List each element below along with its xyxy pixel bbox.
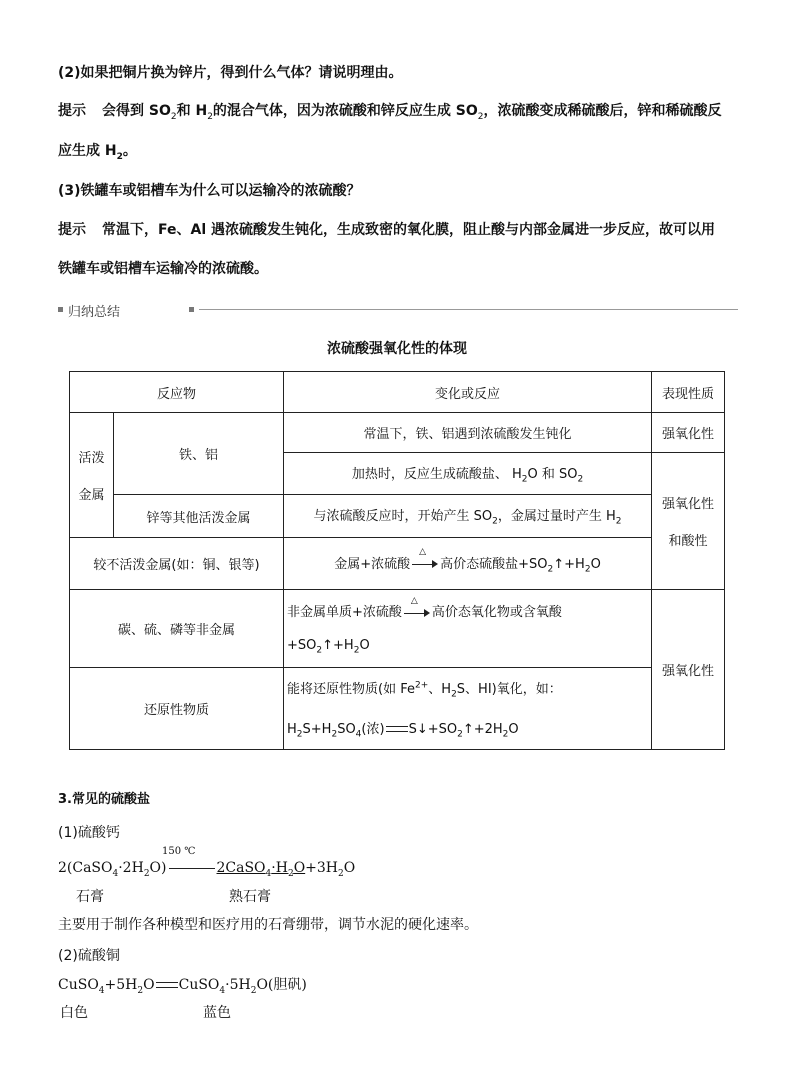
property-strong-ox-2: 强氧化性 [652, 590, 725, 750]
square-bullet-icon [189, 307, 194, 312]
reaction-condition: 150 ℃ [162, 846, 196, 857]
plaster-label: 熟石膏 [229, 889, 271, 905]
gypsum-equation: 150 ℃ $2(CaSO_4\cdot 2H_2O)$ $2CaSO_4\cdot H_2O+3H_2O$ [58, 846, 356, 879]
header-reaction: 变化或反应 [284, 372, 652, 413]
question-3: (3)铁罐车或铝槽车为什么可以运输冷的浓硫酸？ [58, 183, 361, 199]
reducing-cell: 还原性物质 [70, 668, 284, 750]
blue-label: 蓝色 [203, 1005, 231, 1021]
table-row [70, 495, 725, 538]
inactive-reaction: 金属+浓硫酸 △ 高价态硫酸盐$+SO_2↑+H_2O$ [284, 538, 652, 590]
nonmetal-cell: 碳、硫、磷等非金属 [70, 590, 284, 668]
property-strong-ox-acid: 强氧化性 和酸性 [652, 453, 725, 590]
table-row [70, 590, 725, 668]
heat-arrow-icon: △ [412, 557, 438, 571]
header-property: 表现性质 [652, 372, 725, 413]
white-label: 白色 [60, 1005, 88, 1021]
fe-al-cell: 铁、铝 [114, 413, 284, 495]
oxidizing-table [69, 371, 725, 750]
header-reactant: 反应物 [70, 372, 284, 413]
question-2: (2)如果把铜片换为锌片，得到什么气体？请说明理由。 [58, 65, 403, 81]
summary-divider [58, 301, 738, 319]
tip-label: 提示 [58, 103, 86, 119]
copper-title: (2)硫酸铜 [58, 948, 120, 964]
active-metal-cell: 活泼 金属 [70, 413, 114, 538]
nonmetal-reaction: 非金属单质+浓硫酸 △ 高价态氧化物或含氧酸 $+SO_2↑+H_2O$ [284, 590, 652, 668]
table-row [70, 538, 725, 590]
table-row [70, 413, 725, 453]
answer-2-line1: 提示 会得到 $SO_2$和 $H_2$的混合气体，因为浓硫酸和锌反应生成 $SO_2$，浓硫酸变成稀硫酸后，锌和稀硫酸反 [58, 103, 722, 122]
table-row [70, 668, 725, 750]
equals-sign-icon [386, 726, 408, 732]
divider-line [199, 309, 738, 310]
property-strong-ox: 强氧化性 [652, 413, 725, 453]
square-bullet-icon [58, 307, 63, 312]
answer-3-line2: 铁罐车或铝槽车运输冷的浓硫酸。 [58, 261, 268, 277]
condition-line-icon [169, 868, 215, 869]
tip-label: 提示 [58, 222, 86, 238]
section-3-title: 3.常见的硫酸盐 [58, 792, 150, 807]
inactive-metal-cell: 较不活泼金属(如：铜、银等) [70, 538, 284, 590]
fe-al-reaction-1: 常温下，铁、铝遇到浓硫酸发生钝化 [284, 413, 652, 453]
summary-label: 归纳总结 [68, 305, 121, 320]
reducing-reaction: 能将还原性物质(如 $Fe^{2+}$、$H_2S$、HI)氧化，如： $H_2S+H_2SO_4$(浓) $S↓+SO_2↑+2H_2O$ [284, 668, 652, 750]
table-header-row [70, 372, 725, 413]
heat-arrow-icon: △ [404, 606, 430, 620]
calcium-title: (1)硫酸钙 [58, 825, 120, 841]
zn-cell: 锌等其他活泼金属 [114, 495, 284, 538]
equals-sign-icon [156, 982, 178, 988]
zn-reaction: 与浓硫酸反应时，开始产生 $SO_2$，金属过量时产生 $H_2$ [284, 495, 652, 538]
gypsum-label: 石膏 [76, 889, 104, 905]
table-title: 浓硫酸强氧化性的体现 [327, 341, 467, 357]
calcium-use: 主要用于制作各种模型和医疗用的石膏绷带，调节水泥的硬化速率。 [58, 917, 478, 933]
answer-2-line2: 应生成 $H_2$。 [58, 143, 137, 162]
answer-3-line1: 提示 常温下，Fe、Al 遇浓硫酸发生钝化，生成致密的氧化膜，阻止酸与内部金属进一步反应，故可以用 [58, 222, 715, 238]
copper-equation: $CuSO_4+5H_2O$ $CuSO_4\cdot 5H_2O$(胆矾) [58, 977, 307, 996]
fe-al-reaction-2: 加热时，反应生成硫酸盐、 $H_2O$ 和 $SO_2$ [284, 453, 652, 495]
